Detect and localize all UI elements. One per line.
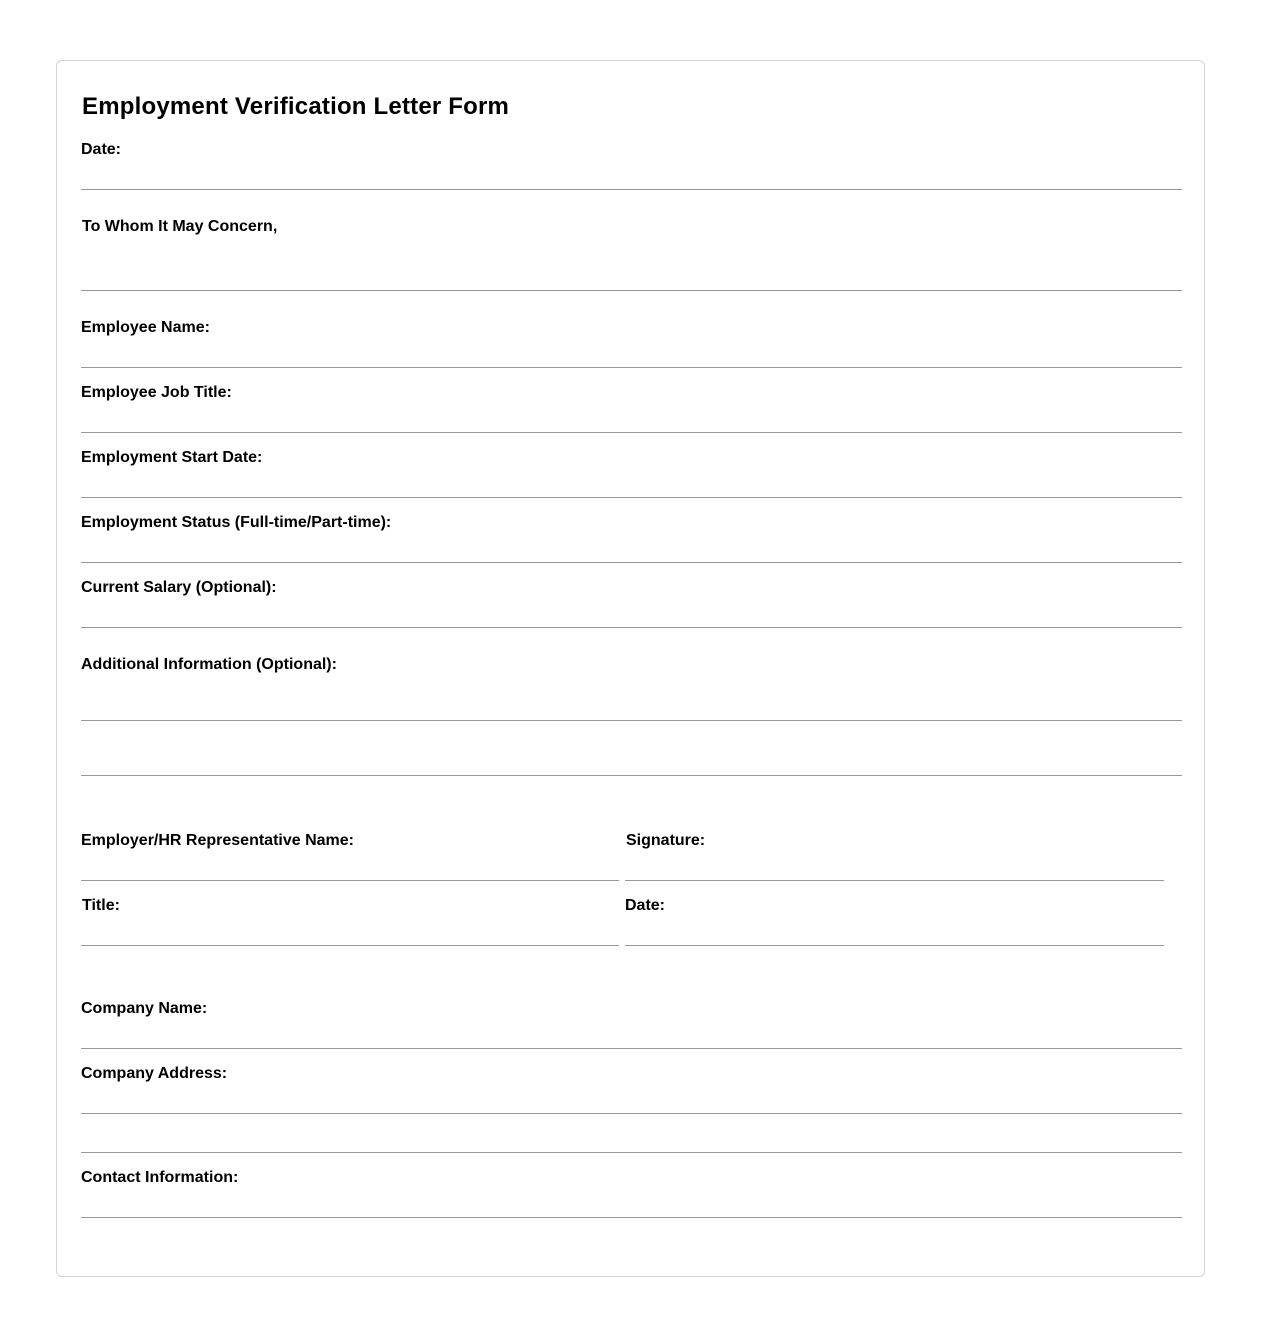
date-label: Date:: [81, 141, 122, 158]
additional-info-field-1[interactable]: [81, 720, 1182, 721]
company-address-label: Company Address:: [81, 1065, 228, 1082]
page-title: Employment Verification Letter Form: [82, 93, 510, 120]
salutation-field[interactable]: [81, 290, 1182, 291]
company-address-field-1[interactable]: [81, 1113, 1182, 1114]
date-field[interactable]: [81, 189, 1182, 190]
job-title-field[interactable]: [81, 432, 1182, 433]
job-title-label: Employee Job Title:: [81, 384, 232, 401]
employee-name-label: Employee Name:: [81, 319, 210, 336]
start-date-field[interactable]: [81, 497, 1182, 498]
additional-info-field-2[interactable]: [81, 775, 1182, 776]
signature-label: Signature:: [626, 832, 706, 849]
contact-info-label: Contact Information:: [81, 1169, 239, 1186]
additional-info-label: Additional Information (Optional):: [81, 656, 337, 673]
hr-name-label: Employer/HR Representative Name:: [81, 832, 354, 849]
start-date-label: Employment Start Date:: [81, 449, 263, 466]
company-name-label: Company Name:: [81, 1000, 208, 1017]
hr-title-label: Title:: [82, 897, 120, 914]
employee-name-field[interactable]: [81, 367, 1182, 368]
company-address-field-2[interactable]: [81, 1152, 1182, 1153]
hr-name-field[interactable]: [81, 880, 619, 881]
salutation-label: To Whom It May Concern,: [82, 218, 278, 235]
contact-info-field[interactable]: [81, 1217, 1182, 1218]
status-field[interactable]: [81, 562, 1182, 563]
signature-date-field[interactable]: [625, 945, 1164, 946]
salary-label: Current Salary (Optional):: [81, 579, 277, 596]
status-label: Employment Status (Full-time/Part-time):: [81, 514, 392, 531]
salary-field[interactable]: [81, 627, 1182, 628]
signature-date-label: Date:: [625, 897, 666, 914]
company-name-field[interactable]: [81, 1048, 1182, 1049]
hr-title-field[interactable]: [81, 945, 619, 946]
signature-field[interactable]: [625, 880, 1164, 881]
